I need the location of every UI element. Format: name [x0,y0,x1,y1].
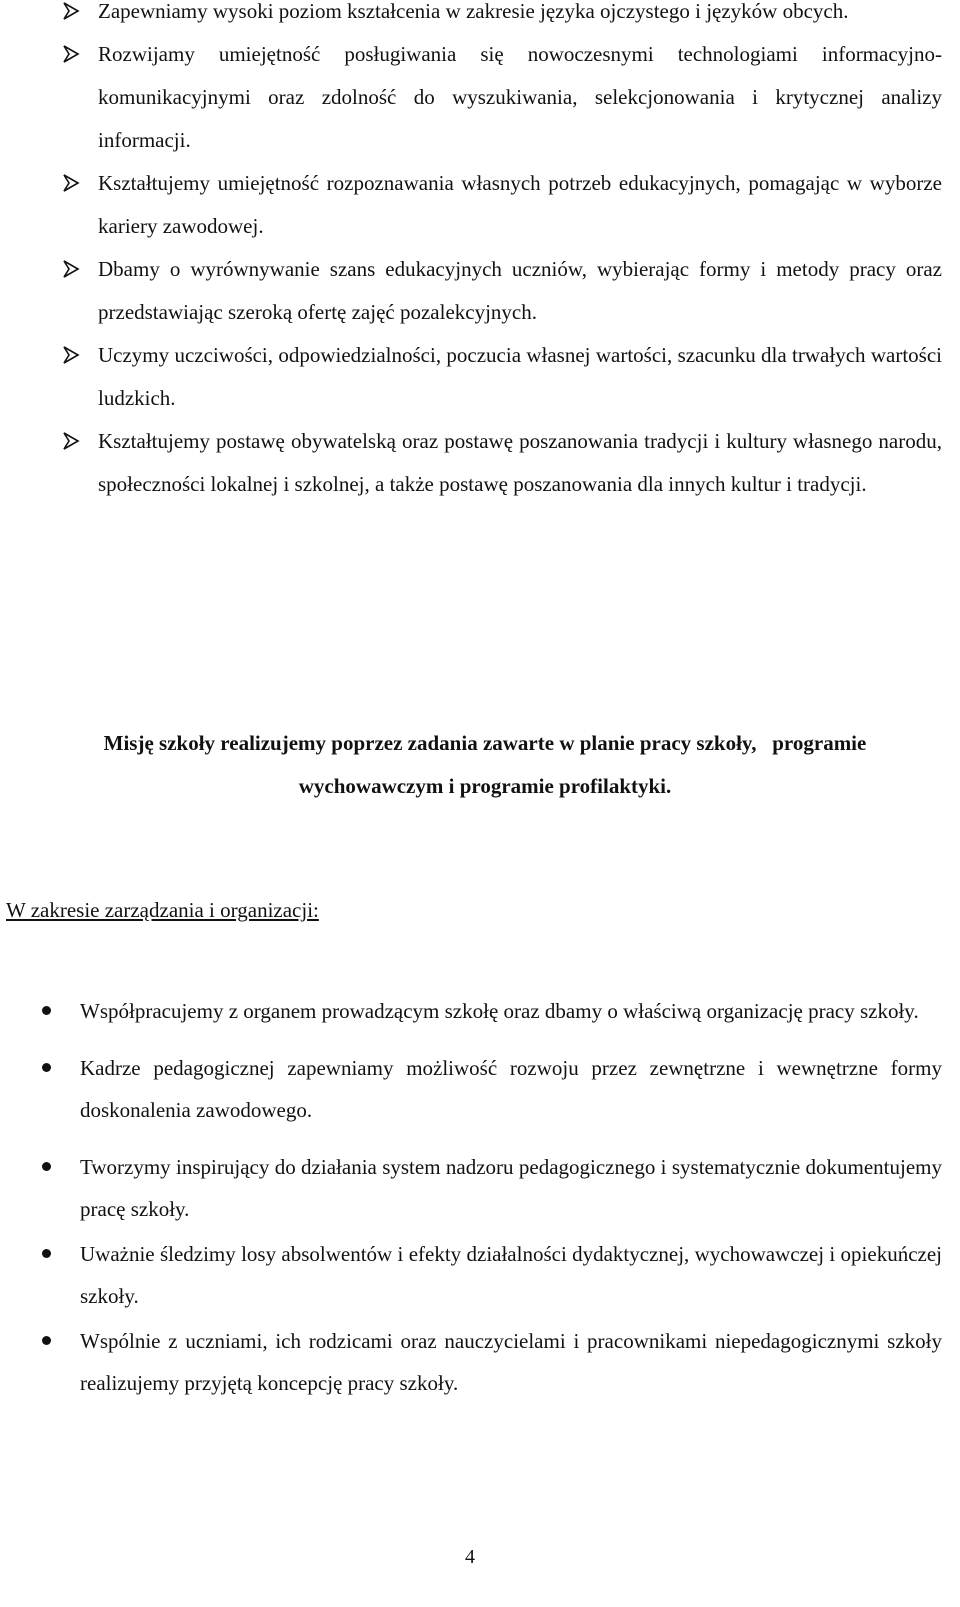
arrow-bullet-list [62,0,942,506]
list-item [62,420,942,506]
list-item-text: Uczymy uczciwości, odpowiedzialności, poczucia własnej wartości, szacunku dla trwałych wartości ludzkich. [98,343,942,410]
list-item [62,334,942,420]
dot-bullet-list [42,990,942,1407]
list-item-text: Dbamy o wyrównywanie szans edukacyjnych uczniów, wybierając formy i metody pracy oraz przedstawiając szeroką ofertę zajęć pozalekcyjnych. [98,257,942,324]
list-item [62,248,942,334]
list-item-text: Kształtujemy umiejętność rozpoznawania własnych potrzeb edukacyjnych, pomagając w wyborze kariery zawodowej. [98,171,942,238]
list-item-text: Kształtujemy postawę obywatelską oraz postawę poszanowania tradycji i kultury własnego narodu, społeczności lokalnej i szkolnej, a także postawę poszanowania dla innych kultur i tradycji. [98,429,942,496]
list-item-text: Uważnie śledzimy losy absolwentów i efekty działalności dydaktycznej, wychowawczej i opiekuńczej szkoły. [80,1242,942,1308]
list-item [62,0,942,33]
arrow-bullet-icon [62,2,80,20]
list-item [42,1146,942,1230]
bullet-dot-icon [42,1006,51,1015]
bullet-dot-icon [42,1162,51,1171]
list-item [42,990,942,1032]
list-item-text: Kadrze pedagogicznej zapewniamy możliwość rozwoju przez zewnętrzne i wewnętrzne formy doskonalenia zawodowego. [80,1056,942,1122]
arrow-bullet-icon [62,346,80,364]
list-item-text: Rozwijamy umiejętność posługiwania się nowoczesnymi technologiami informacyjno-komunikacyjnymi oraz zdolność do wyszukiwania, selekcjonowania i krytycznej analizy informacji. [98,42,942,152]
arrow-bullet-icon [62,432,80,450]
arrow-bullet-icon [62,260,80,278]
list-item [62,33,942,162]
list-item-text: Zapewniamy wysoki poziom kształcenia w zakresie języka ojczystego i języków obcych. [98,0,849,23]
arrow-bullet-icon [62,45,80,63]
bullet-dot-icon [42,1249,51,1258]
section-heading: W zakresie zarządzania i organizacji: [6,898,319,922]
list-item [42,1047,942,1131]
list-item [42,1233,942,1317]
arrow-bullet-icon [62,174,80,192]
list-item-text: Tworzymy inspirujący do działania system nadzoru pedagogicznego i systematycznie dokumentujemy pracę szkoły. [80,1155,942,1221]
page-number: 4 [465,1546,475,1568]
mission-line-2: wychowawczym i programie profilaktyki. [298,774,672,798]
bullet-dot-icon [42,1336,51,1345]
list-item-text: Współpracujemy z organem prowadzącym szkołę oraz dbamy o właściwą organizację pracy szkoły. [80,999,919,1023]
mission-line-1: Misję szkoły realizujemy poprzez zadania zawarte w planie pracy szkoły, programie [103,731,867,755]
list-item [42,1320,942,1404]
list-item [62,162,942,248]
list-item-text: Wspólnie z uczniami, ich rodzicami oraz nauczycielami i pracownikami niepedagogicznymi szkoły realizujemy przyjętą koncepcję pracy szkoły. [80,1329,942,1395]
mission-statement [0,722,960,808]
bullet-dot-icon [42,1063,51,1072]
